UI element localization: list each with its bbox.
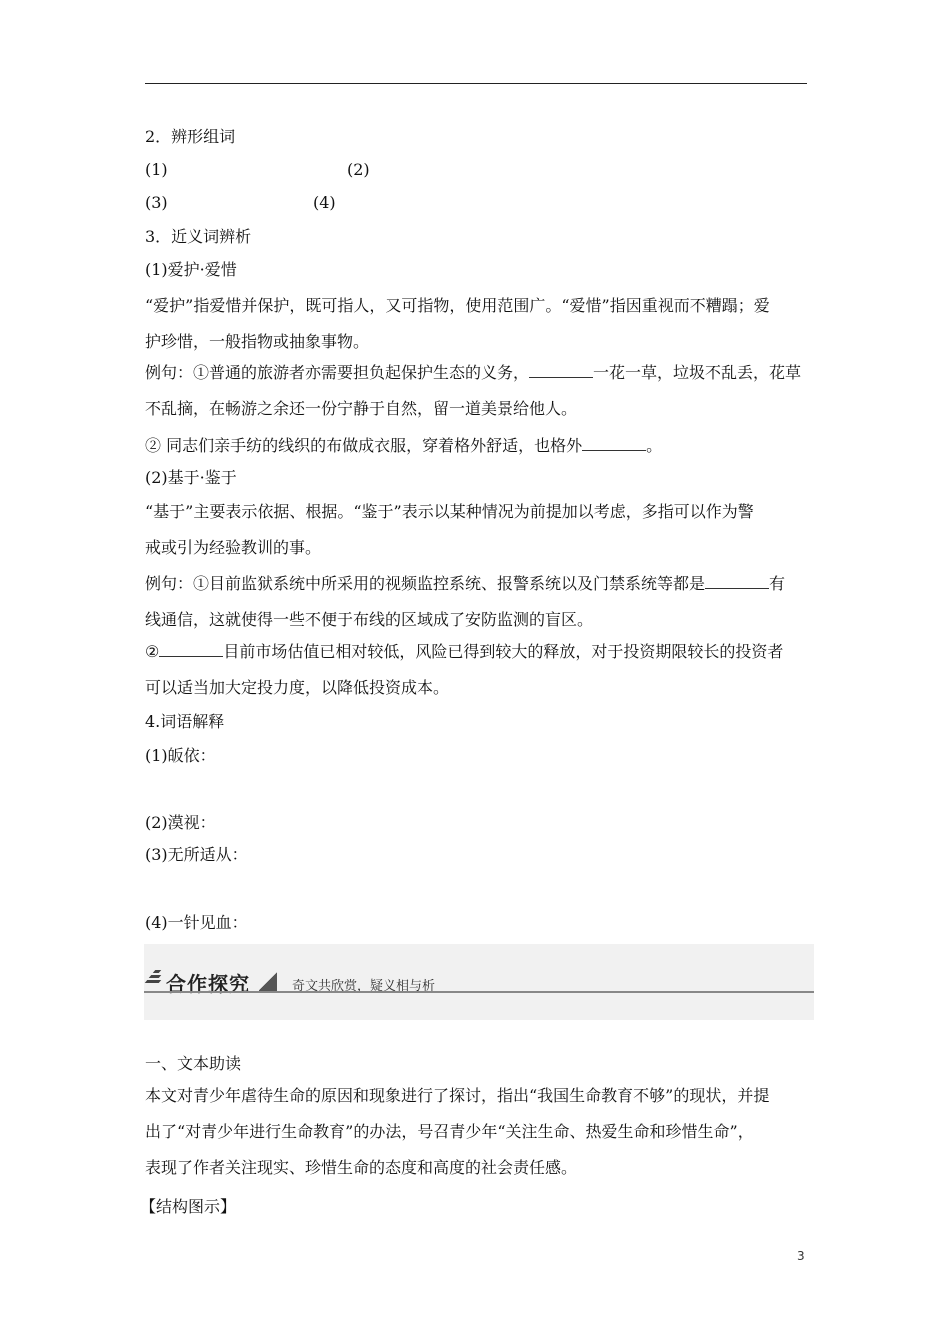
synonym-pair-1-title: (1)爱护·爱惜 — [145, 260, 237, 279]
banner-subtitle: 奇文共欣赏，疑义相与析 — [292, 979, 436, 994]
fill-blank — [582, 436, 646, 451]
example-text: 一花一草，垃圾不乱丢，花草 — [593, 363, 802, 382]
example-text: 有 — [769, 574, 786, 593]
synonym-pair-1-example-2 — [145, 436, 662, 456]
reading-heading: 一、文本助读 — [145, 1054, 242, 1073]
example-text: 例句：①目前监狱系统中所采用的视频监控系统、报警系统以及门禁系统等都是 — [145, 574, 706, 593]
example-text: 可以适当加大定投力度，以降低投资成本。 — [145, 678, 450, 697]
banner-rule — [144, 991, 814, 993]
fill-blank — [529, 363, 593, 378]
structure-label: 【结构图示】 — [140, 1197, 237, 1216]
definition-line: “基于”主要表示依据、根据。“鉴于”表示以某种情况为前提加以考虑，多指可以作为警 — [145, 502, 754, 521]
example-text: 。 — [646, 436, 663, 455]
example-text: 目前市场估值已相对较低，风险已得到较大的释放，对于投资期限较长的投资者 — [223, 642, 784, 661]
corner-decoration-icon — [259, 972, 277, 991]
synonym-pair-2-example-1 — [145, 566, 810, 638]
blank-item-1: (1) — [145, 160, 168, 179]
fill-blank — [159, 642, 223, 657]
banner-title: 合作探究 — [166, 972, 250, 996]
blank-item-2: (2) — [347, 160, 370, 179]
synonym-pair-2-example-2 — [145, 634, 810, 706]
example-text: ② — [145, 642, 160, 661]
reading-line: 本文对青少年虐待生命的原因和现象进行了探讨，指出“我国生命教育不够”的现状，并提 — [145, 1086, 770, 1105]
synonym-pair-2-definition — [145, 494, 810, 566]
example-text: ② 同志们亲手纺的线织的布做成衣服，穿着格外舒适，也格外 — [145, 436, 583, 455]
section-4-heading: 4.词语解释 — [145, 712, 225, 731]
term-item-4: (4)一针见血： — [145, 913, 248, 932]
fill-blank — [705, 574, 769, 589]
definition-line: 戒或引为经验教训的事。 — [145, 538, 322, 557]
term-item-3: (3)无所适从： — [145, 845, 248, 864]
synonym-pair-1-example-1 — [145, 355, 810, 427]
reading-line: 出了“对青少年进行生命教育”的办法，号召青少年“关注生命、热爱生命和珍惜生命”， — [145, 1122, 754, 1141]
term-item-1: (1)皈依： — [145, 746, 216, 765]
term-item-2: (2)漠视： — [145, 813, 216, 832]
section-2-heading: 2．辨形组词 — [145, 127, 236, 146]
section-banner — [144, 944, 814, 1020]
synonym-pair-2-title: (2)基于·鉴于 — [145, 468, 237, 487]
reading-line: 表现了作者关注现实、珍惜生命的态度和高度的社会责任感。 — [145, 1158, 578, 1177]
example-text: 线通信，这就使得一些不便于布线的区域成了安防监测的盲区。 — [145, 610, 594, 629]
blank-item-4: (4) — [313, 193, 336, 212]
page-number: 3 — [797, 1249, 805, 1263]
definition-line: “爱护”指爱惜并保护，既可指人，又可指物，使用范围广。“爱惜”指因重视而不糟蹋；爱 — [145, 296, 770, 315]
blank-item-3: (3) — [145, 193, 168, 212]
example-text: 不乱摘，在畅游之余还一份宁静于自然，留一道美景给他人。 — [145, 399, 578, 418]
definition-line: 护珍惜，一般指物或抽象事物。 — [145, 332, 370, 351]
section-3-heading: 3．近义词辨析 — [145, 227, 252, 246]
stripe-decoration-icon — [146, 970, 160, 986]
example-text: 例句：①普通的旅游者亦需要担负起保护生态的义务， — [145, 363, 530, 382]
synonym-pair-1-definition — [145, 288, 810, 360]
reading-paragraph — [145, 1078, 810, 1186]
header-rule — [145, 83, 807, 84]
